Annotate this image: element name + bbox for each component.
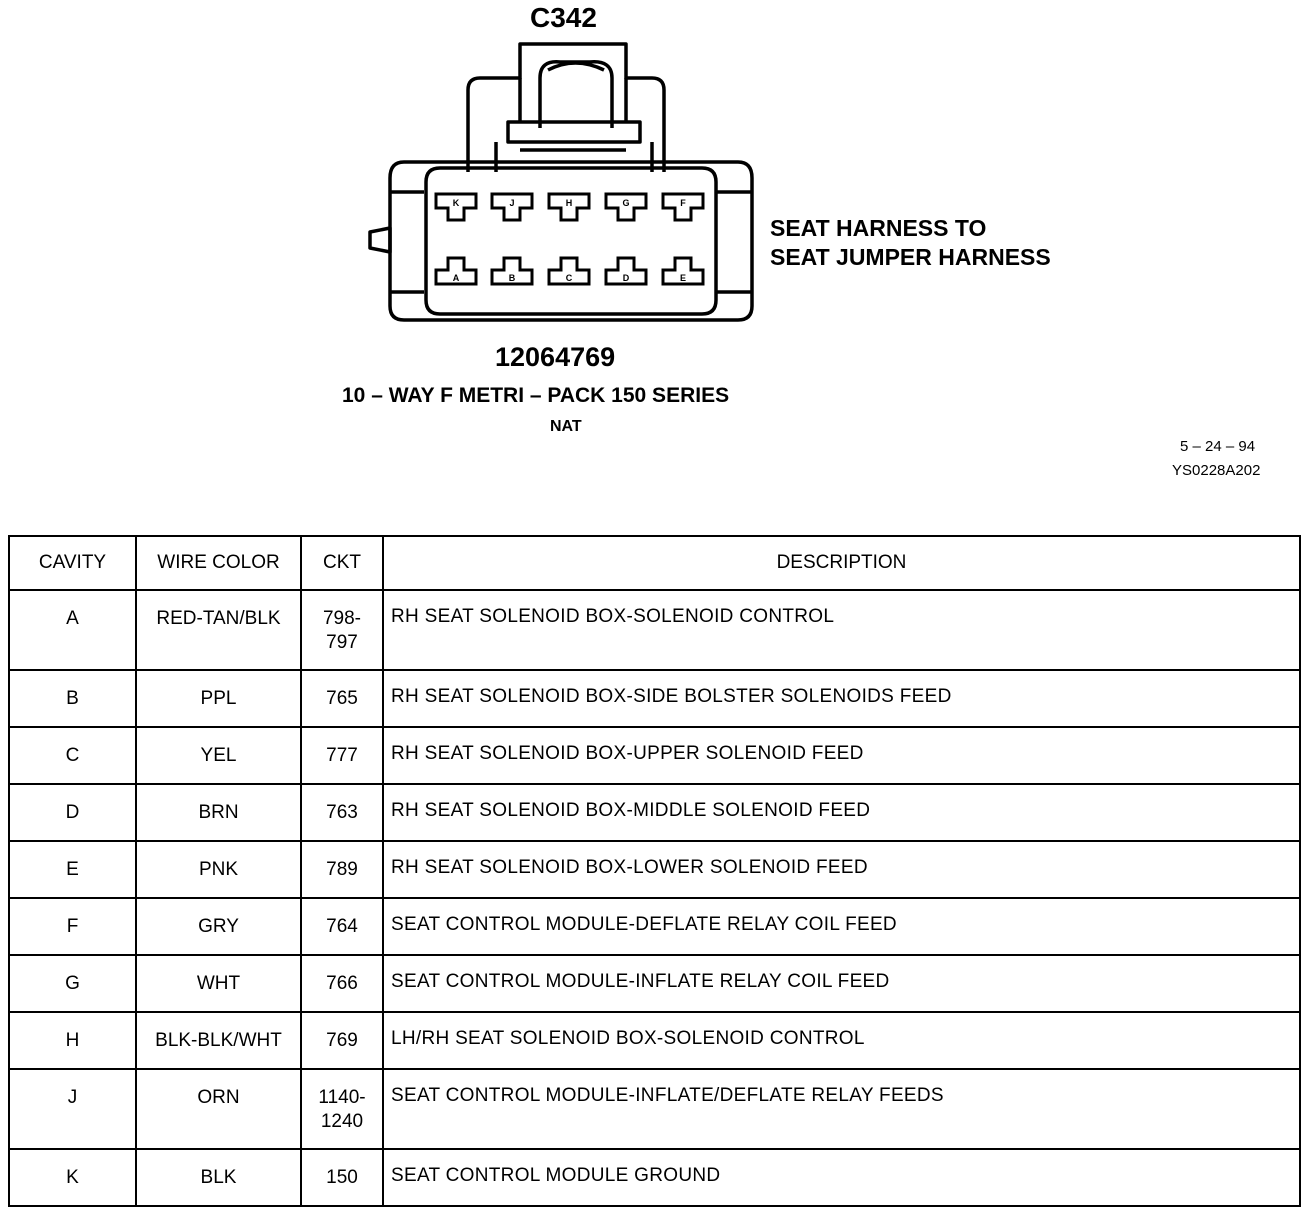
cell-wire-color-text: PPL [200, 688, 237, 709]
cell-wire-color-text: RED-TAN/BLK [156, 608, 281, 629]
cell-wire-color [136, 727, 301, 784]
cell-wire-color [136, 955, 301, 1012]
cell-ckt-text: 1240 [320, 1111, 364, 1132]
connector-id: C342 [530, 2, 597, 33]
cell-description-text: RH SEAT SOLENOID BOX-SIDE BOLSTER SOLENOIDS FEED [391, 686, 952, 707]
cell-ckt [301, 670, 383, 727]
cell-cavity-text: D [65, 802, 80, 823]
terminal-letter: E [679, 273, 687, 283]
cell-description-text: SEAT CONTROL MODULE GROUND [391, 1165, 721, 1186]
harness-label [770, 214, 1051, 272]
terminal-letter: G [622, 198, 630, 208]
cell-wire-color-text: WHT [196, 973, 241, 994]
table-row [9, 955, 1300, 1012]
cell-wire-color [136, 784, 301, 841]
connector-face [426, 168, 716, 314]
table-row [9, 784, 1300, 841]
cell-cavity [9, 898, 136, 955]
cell-cavity [9, 1069, 136, 1149]
cell-cavity [9, 590, 136, 670]
cell-cavity [9, 727, 136, 784]
cell-ckt [301, 727, 383, 784]
terminal-letter: J [509, 198, 515, 208]
cell-cavity-text: K [66, 1167, 79, 1188]
cell-ckt-text: 764 [326, 916, 358, 937]
table-row [9, 1012, 1300, 1069]
cell-wire-color-text: ORN [197, 1087, 240, 1108]
series-label: 10 – WAY F METRI – PACK 150 SERIES [342, 384, 730, 407]
terminal-letter: K [452, 198, 460, 208]
cell-cavity-text: H [65, 1030, 80, 1051]
cell-description [383, 898, 1300, 955]
cell-ckt [301, 955, 383, 1012]
cell-description [383, 841, 1300, 898]
cell-description-text: RH SEAT SOLENOID BOX-SOLENOID CONTROL [391, 606, 835, 627]
terminal-letter: C [565, 273, 573, 283]
connector-color: NAT [550, 418, 582, 435]
cell-cavity-text: J [67, 1087, 78, 1108]
terminal-letter: B [508, 273, 516, 283]
cell-ckt-text: 150 [326, 1167, 358, 1188]
cell-cavity-text: B [66, 688, 79, 709]
cell-description [383, 727, 1300, 784]
cell-cavity [9, 670, 136, 727]
terminal-letter: D [622, 273, 630, 283]
cell-ckt-text: 765 [326, 688, 358, 709]
table-row [9, 670, 1300, 727]
cell-wire-color [136, 841, 301, 898]
cell-ckt-text: 777 [326, 745, 358, 766]
cell-wire-color-text: BLK-BLK/WHT [155, 1030, 282, 1051]
cell-wire-color-text: GRY [198, 916, 239, 937]
cell-wire-color [136, 1149, 301, 1206]
cell-description [383, 1069, 1300, 1149]
cell-ckt-text: 1140- [318, 1087, 366, 1108]
cell-ckt-text: 769 [326, 1030, 358, 1051]
table-row [9, 841, 1300, 898]
cell-wire-color-text: PNK [198, 859, 239, 880]
cell-wire-color [136, 1069, 301, 1149]
table-row [9, 1069, 1300, 1149]
cell-description [383, 1149, 1300, 1206]
cell-ckt-text: 797 [326, 632, 358, 653]
cell-wire-color-text: BRN [198, 802, 239, 823]
header-description: DESCRIPTION [383, 536, 1300, 590]
cell-ckt [301, 784, 383, 841]
connector-diagram [0, 0, 1312, 530]
cell-cavity [9, 1012, 136, 1069]
terminal-letter: F [680, 198, 686, 208]
cell-cavity-text: E [66, 859, 79, 880]
cell-ckt [301, 1069, 383, 1149]
cell-wire-color [136, 590, 301, 670]
cell-ckt-text: 798- [322, 608, 362, 629]
cell-description [383, 1012, 1300, 1069]
cell-ckt [301, 1149, 383, 1206]
cell-ckt-text: 763 [326, 802, 358, 823]
cell-cavity [9, 955, 136, 1012]
cell-description-text: SEAT CONTROL MODULE-DEFLATE RELAY COIL FEED [391, 914, 897, 935]
cell-wire-color [136, 898, 301, 955]
cell-description-text: RH SEAT SOLENOID BOX-UPPER SOLENOID FEED [391, 743, 864, 764]
cell-description-text: SEAT CONTROL MODULE-INFLATE/DEFLATE RELAY FEEDS [391, 1085, 944, 1106]
cell-ckt [301, 1012, 383, 1069]
cell-description [383, 670, 1300, 727]
cell-description [383, 784, 1300, 841]
header-ckt: CKT [301, 536, 383, 590]
cell-description [383, 590, 1300, 670]
cell-ckt [301, 898, 383, 955]
connector-body [390, 162, 752, 320]
cell-description [383, 955, 1300, 1012]
table-row [9, 727, 1300, 784]
cell-cavity [9, 1149, 136, 1206]
cell-cavity [9, 841, 136, 898]
header-cavity: CAVITY [9, 536, 136, 590]
cell-wire-color [136, 1012, 301, 1069]
cell-cavity-text: A [66, 608, 79, 629]
part-number: 12064769 [495, 342, 616, 372]
cell-wire-color-text: YEL [200, 745, 237, 766]
harness-line-1: SEAT HARNESS TO [770, 215, 987, 241]
date-label: 5 – 24 – 94 [1180, 438, 1256, 455]
cell-ckt [301, 841, 383, 898]
table-row [9, 1149, 1300, 1206]
cell-cavity-text: G [65, 973, 80, 994]
table-row [9, 590, 1300, 670]
cavity-table [8, 535, 1301, 1207]
cell-description-text: LH/RH SEAT SOLENOID BOX-SOLENOID CONTROL [391, 1028, 865, 1049]
cell-wire-color [136, 670, 301, 727]
latch-tab [540, 62, 612, 128]
cell-ckt-text: 789 [326, 859, 358, 880]
figure-code: YS0228A202 [1172, 462, 1261, 479]
header-wire-color: WIRE COLOR [136, 536, 301, 590]
cell-cavity-text: C [65, 745, 80, 766]
cell-cavity [9, 784, 136, 841]
table-header-row [9, 536, 1300, 590]
cell-description-text: RH SEAT SOLENOID BOX-MIDDLE SOLENOID FEED [391, 800, 871, 821]
cell-description-text: SEAT CONTROL MODULE-INFLATE RELAY COIL FEED [391, 971, 890, 992]
cell-ckt-text: 766 [326, 973, 358, 994]
terminal-letter: A [452, 273, 460, 283]
harness-line-2: SEAT JUMPER HARNESS [770, 244, 1051, 270]
terminal-letter: H [565, 198, 573, 208]
cell-description-text: RH SEAT SOLENOID BOX-LOWER SOLENOID FEED [391, 857, 868, 878]
table-row [9, 898, 1300, 955]
cell-wire-color-text: BLK [200, 1167, 237, 1188]
cell-cavity-text: F [66, 916, 79, 937]
cell-ckt [301, 590, 383, 670]
